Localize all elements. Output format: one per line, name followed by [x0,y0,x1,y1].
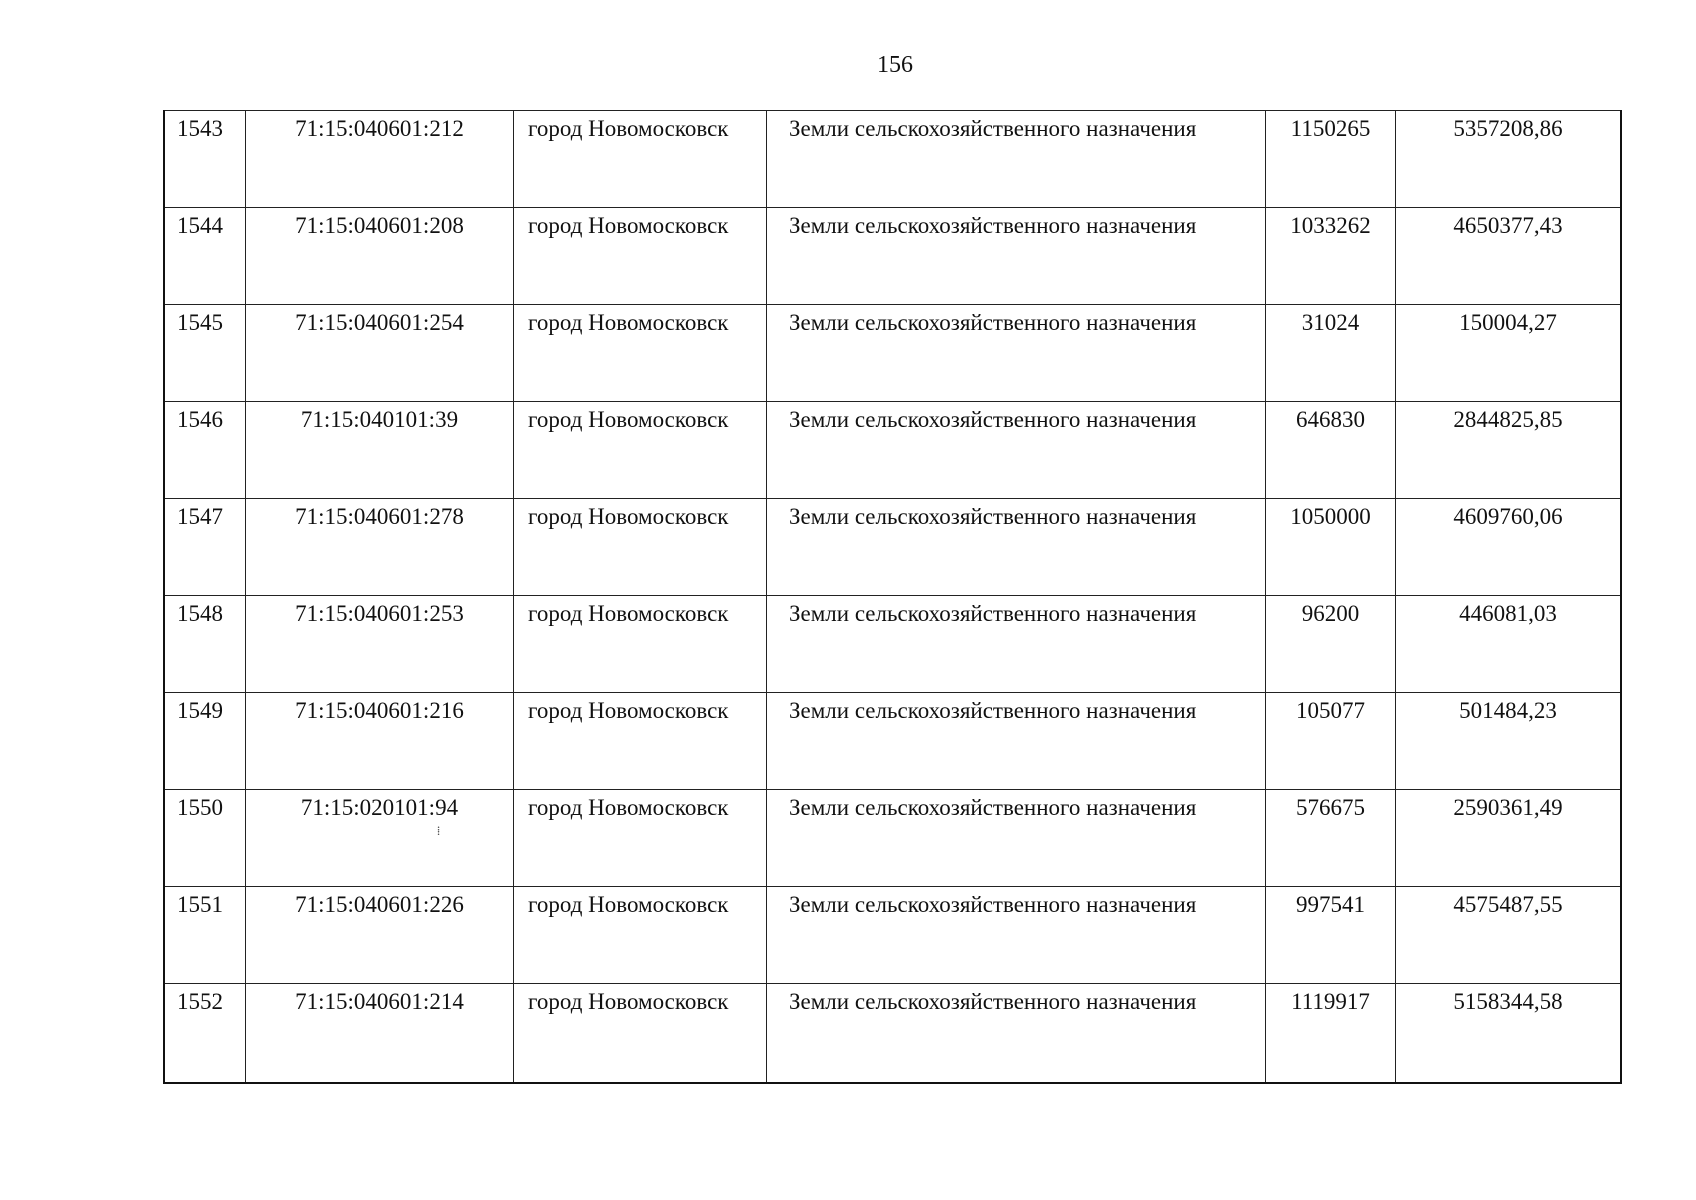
cadastral-number-cell: 71:15:040601:278 [246,499,514,596]
row-number-cell: 1552 [164,984,246,1084]
cadastral-number-cell: 71:15:040101:39 [246,402,514,499]
table-row [164,208,1621,305]
cadastral-number-cell: 71:15:040601:216 [246,693,514,790]
land-category-cell: Земли сельскохозяйственного назначения [767,693,1266,790]
area-cell: 1119917 [1266,984,1396,1084]
area-cell: 31024 [1266,305,1396,402]
cadastral-value-cell: 501484,23 [1396,693,1622,790]
area-cell: 997541 [1266,887,1396,984]
cadastral-number-cell [246,790,514,887]
location-cell: город Новомосковск [514,208,767,305]
land-category-cell: Земли сельскохозяйственного назначения [767,305,1266,402]
cadastral-value-cell: 4650377,43 [1396,208,1622,305]
land-category-cell: Земли сельскохозяйственного назначения [767,499,1266,596]
land-category-cell: Земли сельскохозяйственного назначения [767,402,1266,499]
location-cell: город Новомосковск [514,693,767,790]
area-cell: 105077 [1266,693,1396,790]
cadastral-number-cell: 71:15:040601:226 [246,887,514,984]
table-row [164,596,1621,693]
location-cell: город Новомосковск [514,984,767,1084]
area-cell: 1033262 [1266,208,1396,305]
area-cell: 1150265 [1266,111,1396,208]
table-row [164,887,1621,984]
area-cell: 96200 [1266,596,1396,693]
row-number-cell: 1551 [164,887,246,984]
table-row [164,693,1621,790]
cadastral-value-cell: 5158344,58 [1396,984,1622,1084]
cadastral-value-cell: 5357208,86 [1396,111,1622,208]
location-cell: город Новомосковск [514,499,767,596]
table-row [164,984,1621,1084]
location-cell: город Новомосковск [514,596,767,693]
table-row [164,790,1621,887]
cadastral-number-cell: 71:15:040601:214 [246,984,514,1084]
row-number-cell: 1548 [164,596,246,693]
cadastral-number-text: 71:15:020101:94 [300,795,459,820]
row-number-cell: 1550 [164,790,246,887]
land-category-cell: Земли сельскохозяйственного назначения [767,208,1266,305]
table-row [164,305,1621,402]
cadastral-value-cell: 4609760,06 [1396,499,1622,596]
location-cell: город Новомосковск [514,790,767,887]
cadastral-value-cell: 446081,03 [1396,596,1622,693]
land-category-cell: Земли сельскохозяйственного назначения [767,790,1266,887]
cadastral-value-cell: 4575487,55 [1396,887,1622,984]
table-row [164,402,1621,499]
row-number-cell: 1546 [164,402,246,499]
location-cell: город Новомосковск [514,402,767,499]
location-cell: город Новомосковск [514,887,767,984]
land-category-cell: Земли сельскохозяйственного назначения [767,111,1266,208]
row-number-cell: 1547 [164,499,246,596]
cadastral-value-cell: 2590361,49 [1396,790,1622,887]
area-cell: 1050000 [1266,499,1396,596]
row-number-cell: 1545 [164,305,246,402]
land-category-cell: Земли сельскохозяйственного назначения [767,887,1266,984]
page-number: 156 [877,52,913,78]
land-category-cell: Земли сельскохозяйственного назначения [767,984,1266,1084]
cadastral-number-cell: 71:15:040601:212 [246,111,514,208]
land-register-table [163,110,1622,1084]
cadastral-value-cell: 2844825,85 [1396,402,1622,499]
area-cell: 576675 [1266,790,1396,887]
scan-artifact-mark: ⁞ [436,823,441,838]
cadastral-number-cell: 71:15:040601:254 [246,305,514,402]
location-cell: город Новомосковск [514,305,767,402]
cadastral-number-cell: 71:15:040601:208 [246,208,514,305]
area-cell: 646830 [1266,402,1396,499]
land-category-cell: Земли сельскохозяйственного назначения [767,596,1266,693]
table-row [164,111,1621,208]
table-row [164,499,1621,596]
row-number-cell: 1549 [164,693,246,790]
location-cell: город Новомосковск [514,111,767,208]
row-number-cell: 1543 [164,111,246,208]
cadastral-number-cell: 71:15:040601:253 [246,596,514,693]
row-number-cell: 1544 [164,208,246,305]
cadastral-value-cell: 150004,27 [1396,305,1622,402]
